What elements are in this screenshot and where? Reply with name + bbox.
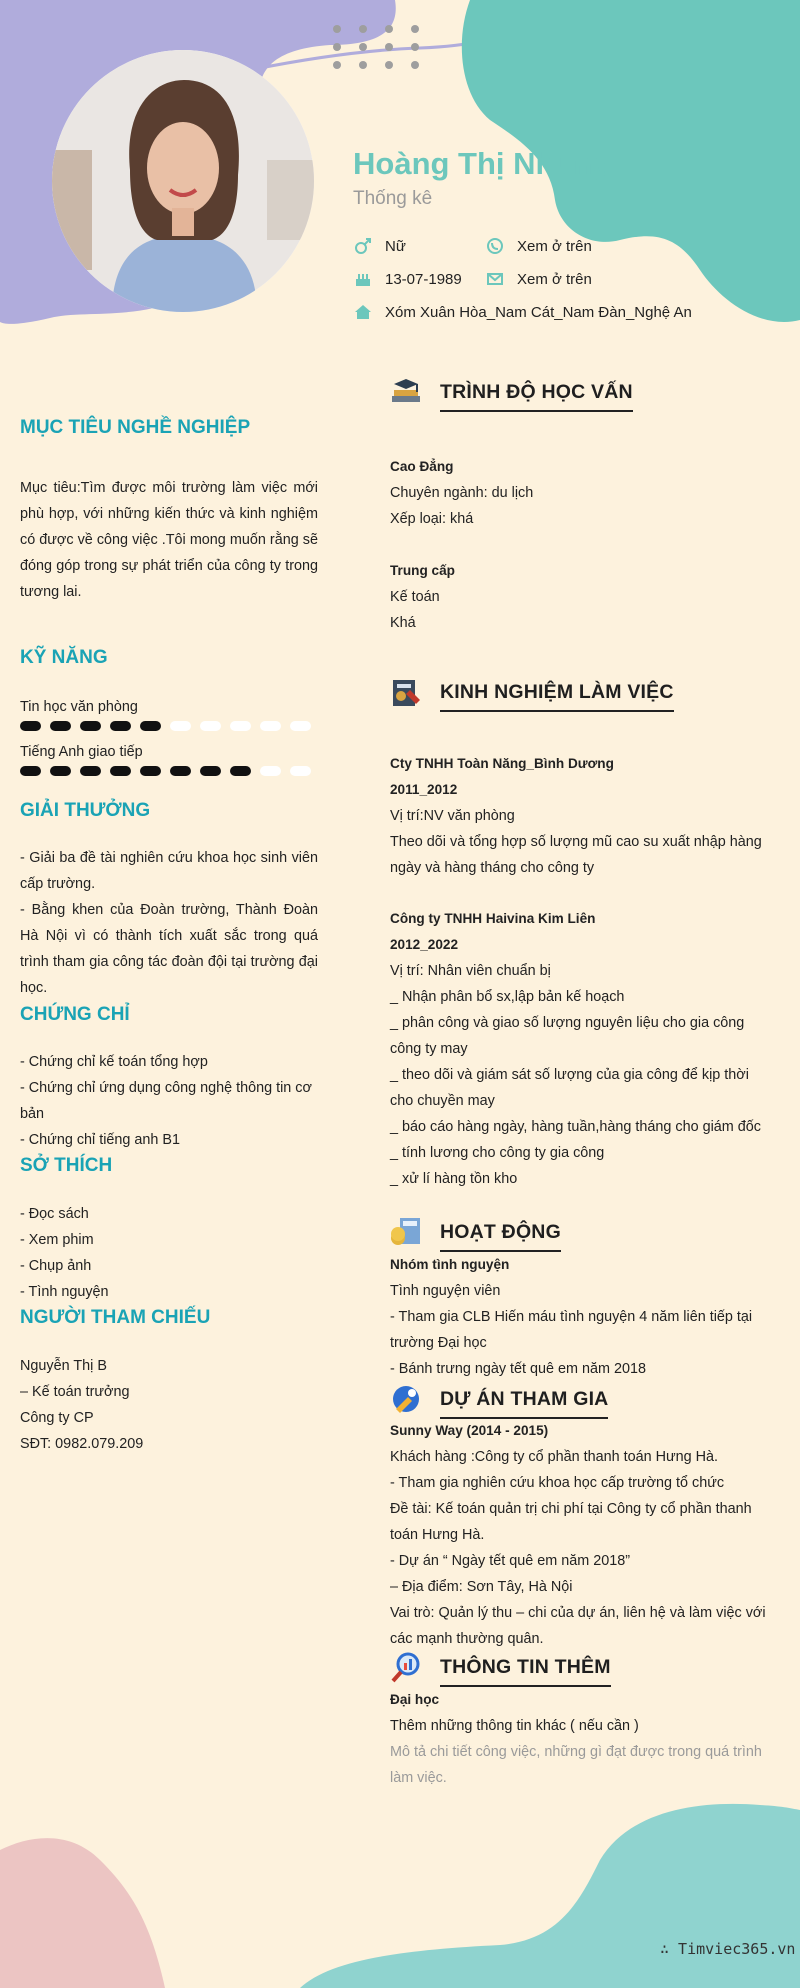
job-line: _ Nhận phân bổ sx,lập bản kế hoạch [390, 989, 625, 1005]
skill-label-office: Tin học văn phòng [20, 699, 138, 715]
phone-value: Xem ở trên [517, 237, 592, 255]
job-line: Vị trí:NV văn phòng [390, 808, 515, 824]
project-line: - Tham gia nghiên cứu khoa học cấp trường tổ chức [390, 1475, 725, 1491]
objective-text [20, 475, 318, 605]
objective-paragraph: Mục tiêu:Tìm được môi trường làm việc mới phù hợp, với những kiến thức và kinh nghiệm có được về công việc .Tôi mong muốn rằng sẽ đóng góp trong sự phát triển của công ty trong tương lai. [20, 480, 318, 600]
education-line: Xếp loại: khá [390, 511, 474, 527]
project-line: - Dự án “ Ngày tết quê em năm 2018” [390, 1553, 630, 1569]
more-info-heading [390, 1651, 611, 1687]
job-title: Thống kê [353, 188, 433, 209]
more-info-description: Mô tả chi tiết công việc, những gì đạt được trong quá trình làm việc. [390, 1744, 762, 1786]
reference-line: Nguyễn Thị B [20, 1358, 107, 1374]
references-text [20, 1353, 318, 1457]
magnifier-chart-icon [390, 1651, 426, 1687]
experience-title: KINH NGHIỆM LÀM VIỆC [440, 681, 674, 712]
project-line: Khách hàng :Công ty cổ phần thanh toán Hưng Hà. [390, 1449, 719, 1465]
hobbies-text [20, 1201, 318, 1305]
job-line: Vị trí: Nhân viên chuẩn bị [390, 963, 551, 979]
hobby-line: - Xem phim [20, 1232, 94, 1248]
skill-label-english: Tiếng Anh giao tiếp [20, 744, 143, 760]
projects-title: DỰ ÁN THAM GIA [440, 1388, 608, 1419]
more-info-block [390, 1687, 774, 1791]
job-line: _ theo dõi và giám sát số lượng của gia công để kịp thời cho chuyền may [390, 1067, 749, 1109]
education-entry [390, 454, 774, 532]
awards-text [20, 845, 318, 1001]
project-line: Đề tài: Kế toán quản trị chi phí tại Công ty cổ phần thanh toán Hưng Hà. [390, 1501, 752, 1543]
education-line: Chuyên ngành: du lịch [390, 485, 534, 501]
address-row [353, 302, 692, 322]
job-line: Theo dõi và tổng hợp số lượng mũ cao su xuất nhập hàng ngày và hàng tháng cho công ty [390, 834, 762, 876]
awards-title: GIẢI THƯỞNG [20, 800, 151, 821]
phone-row [485, 236, 592, 256]
avatar [52, 50, 314, 312]
more-info-line: Thêm những thông tin khác ( nếu cần ) [390, 1718, 639, 1734]
project-name: Sunny Way (2014 - 2015) [390, 1423, 549, 1438]
brand-watermark: ∴ Timviec365.vn [660, 1940, 796, 1958]
projects-heading [390, 1383, 608, 1419]
books-icon [390, 376, 426, 412]
objective-title: MỤC TIÊU NGHỀ NGHIỆP [20, 417, 251, 438]
activities-heading [390, 1216, 561, 1252]
experience-heading [390, 676, 674, 712]
education-school: Cao Đẳng [390, 459, 454, 474]
certificate-line: - Chứng chỉ tiếng anh B1 [20, 1132, 181, 1148]
email-value: Xem ở trên [517, 270, 592, 288]
education-heading [390, 376, 633, 412]
projects-block [390, 1418, 774, 1652]
hobby-line: - Đọc sách [20, 1206, 89, 1222]
hobby-line: - Chụp ảnh [20, 1258, 92, 1274]
project-line: – Địa điểm: Sơn Tây, Hà Nội [390, 1579, 573, 1595]
more-info-subtitle: Đại học [390, 1692, 440, 1707]
certificate-line: - Chứng chỉ kế toán tổng hợp [20, 1054, 208, 1070]
education-line: Kế toán [390, 589, 440, 605]
reference-line: SĐT: 0982.079.209 [20, 1436, 144, 1452]
references-title: NGƯỜI THAM CHIẾU [20, 1307, 211, 1328]
certificates-title: CHỨNG CHỈ [20, 1004, 130, 1025]
hobby-line: - Tình nguyện [20, 1284, 109, 1300]
tools-icon [390, 1383, 426, 1419]
skills-title: KỸ NĂNG [20, 647, 108, 668]
dob-row [353, 269, 462, 289]
email-row [485, 269, 592, 289]
job-period: 2011_2012 [390, 782, 458, 797]
calculator-icon [390, 1216, 426, 1252]
address-value: Xóm Xuân Hòa_Nam Cát_Nam Đàn_Nghệ An [385, 303, 692, 321]
education-school: Trung cấp [390, 563, 455, 578]
job-line: _ tính lương cho công ty gia công [390, 1145, 605, 1161]
cake-icon [353, 269, 373, 289]
briefcase-chart-icon [390, 676, 426, 712]
activity-line: Tình nguyện viên [390, 1283, 501, 1299]
job-entry [390, 906, 774, 1192]
job-entry [390, 751, 774, 881]
project-line: Vai trò: Quản lý thu – chi của dự án, liên hệ và làm việc với các mạnh thường quân. [390, 1605, 766, 1647]
dot-grid-decoration [333, 25, 429, 73]
skill-bar-english [20, 766, 320, 776]
skill-bar-office [20, 721, 320, 731]
phone-icon [485, 236, 505, 256]
job-company: Cty TNHH Toàn Năng_Bình Dương [390, 756, 614, 771]
education-entry [390, 558, 774, 636]
reference-line: Công ty CP [20, 1410, 94, 1426]
activities-block [390, 1252, 774, 1382]
envelope-icon [485, 269, 505, 289]
education-title: TRÌNH ĐỘ HỌC VẤN [440, 381, 633, 412]
gender-row [353, 236, 406, 256]
activity-line: - Tham gia CLB Hiến máu tình nguyện 4 năm liên tiếp tại trường Đại học [390, 1309, 753, 1351]
certificates-text [20, 1049, 318, 1153]
job-period: 2012_2022 [390, 937, 459, 952]
activity-line: - Bánh trưng ngày tết quê em năm 2018 [390, 1361, 647, 1377]
job-line: _ xử lí hàng tồn kho [390, 1171, 518, 1187]
job-line: _ báo cáo hàng ngày, hàng tuần,hàng tháng cho giám đốc [390, 1119, 761, 1135]
job-line: _ phân công và giao số lượng nguyên liệu cho gia công công ty may [390, 1015, 745, 1057]
gender-icon [353, 236, 373, 256]
hobbies-title: SỞ THÍCH [20, 1155, 113, 1176]
gender-value: Nữ [385, 237, 406, 255]
candidate-name: Hoàng Thị Nhung [353, 146, 612, 181]
award-line: - Giải ba đề tài nghiên cứu khoa học sinh viên cấp trường. [20, 850, 318, 892]
reference-line: – Kế toán trưởng [20, 1384, 130, 1400]
education-line: Khá [390, 615, 416, 631]
activities-org: Nhóm tình nguyện [390, 1257, 510, 1272]
activities-title: HOẠT ĐỘNG [440, 1221, 561, 1252]
more-info-title: THÔNG TIN THÊM [440, 1656, 611, 1687]
certificate-line: - Chứng chỉ ứng dụng công nghệ thông tin cơ bản [20, 1080, 312, 1122]
award-line: - Bằng khen của Đoàn trường, Thành Đoàn Hà Nội vì có thành tích xuất sắc trong quá trình tham gia công tác đoàn đội tại trường đại học. [20, 902, 318, 996]
home-icon [353, 302, 373, 322]
job-company: Công ty TNHH Haivina Kim Liên [390, 911, 596, 926]
dob-value: 13-07-1989 [385, 270, 462, 288]
